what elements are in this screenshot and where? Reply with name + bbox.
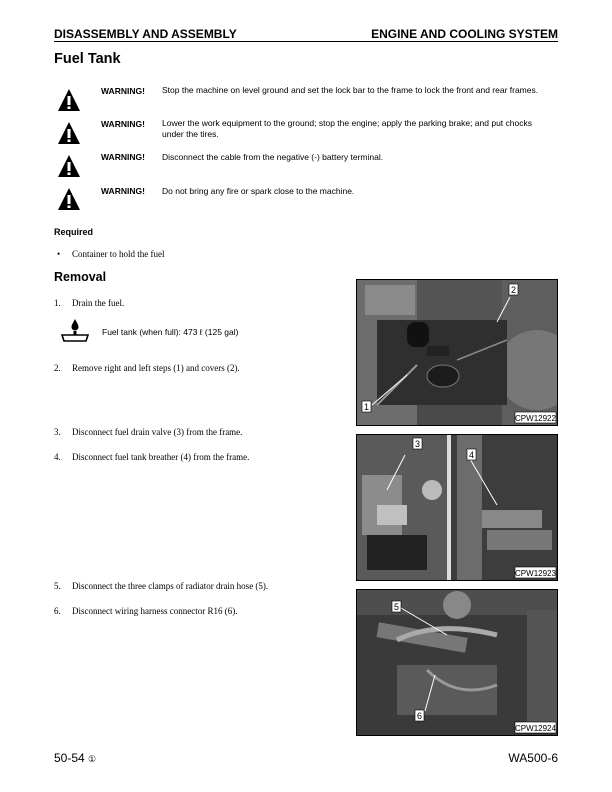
warning-icon <box>56 120 82 146</box>
page-number: 50-54 <box>54 751 85 765</box>
step-text: Disconnect the three clamps of radiator drain hose (5). <box>72 581 269 591</box>
bullet: • <box>57 249 61 259</box>
photo-steps-covers <box>356 279 558 426</box>
photo-code: CPW12922 <box>515 414 556 423</box>
step-text: Drain the fuel. <box>72 298 125 308</box>
fuel-capacity-note: Fuel tank (when full): 473 ℓ (125 gal) <box>102 327 239 337</box>
header-right: ENGINE AND COOLING SYSTEM <box>371 27 558 41</box>
warning-icon <box>56 186 82 212</box>
warning-text: Stop the machine on level ground and set the lock bar to the frame to lock the front and rear frames. <box>162 85 539 95</box>
model-number: WA500-6 <box>508 751 558 765</box>
step-number: 2. <box>54 363 61 373</box>
warning-label: WARNING! <box>101 152 145 162</box>
step-number: 3. <box>54 427 61 437</box>
required-item: Container to hold the fuel <box>72 249 165 259</box>
warning-label: WARNING! <box>101 86 145 96</box>
step-number: 6. <box>54 606 61 616</box>
callout-label: 1 <box>363 402 370 412</box>
warning-text: Lower the work equipment to the ground; stop the engine; apply the parking brake; and put chocks under the tires. <box>162 118 532 139</box>
header-left: DISASSEMBLY AND ASSEMBLY <box>54 27 237 41</box>
warning-text: Disconnect the cable from the negative (-) battery terminal. <box>162 152 384 162</box>
step-number: 5. <box>54 581 61 591</box>
revision-mark: ① <box>88 754 97 764</box>
step-text: Disconnect fuel tank breather (4) from the frame. <box>72 452 250 462</box>
photo-drain-valve-breather <box>356 434 558 581</box>
callout-label: 2 <box>510 285 517 295</box>
callout-label: 4 <box>468 450 475 460</box>
warning-icon <box>56 153 82 179</box>
warning-label: WARNING! <box>101 186 145 196</box>
step-text: Disconnect fuel drain valve (3) from the frame. <box>72 427 243 437</box>
photo-code: CPW12923 <box>515 569 556 578</box>
callout-label: 5 <box>393 602 400 612</box>
callout-label: 3 <box>414 439 421 449</box>
fuel-tank-icon <box>59 318 91 344</box>
warning-icon <box>56 87 82 113</box>
step-number: 4. <box>54 452 61 462</box>
photo-drain-hose-connector <box>356 589 558 736</box>
required-heading: Required <box>54 227 94 237</box>
step-text: Disconnect wiring harness connector R16 (6). <box>72 606 238 616</box>
page-title: Fuel Tank <box>54 51 121 67</box>
warning-label: WARNING! <box>101 119 145 129</box>
warning-text: Do not bring any fire or spark close to the machine. <box>162 186 355 196</box>
photo-code: CPW12924 <box>515 724 556 733</box>
step-text: Remove right and left steps (1) and covers (2). <box>72 363 240 373</box>
removal-heading: Removal <box>54 270 107 284</box>
callout-label: 6 <box>416 711 423 721</box>
step-number: 1. <box>54 298 61 308</box>
header-rule <box>54 41 558 42</box>
page-number-block <box>54 751 96 765</box>
